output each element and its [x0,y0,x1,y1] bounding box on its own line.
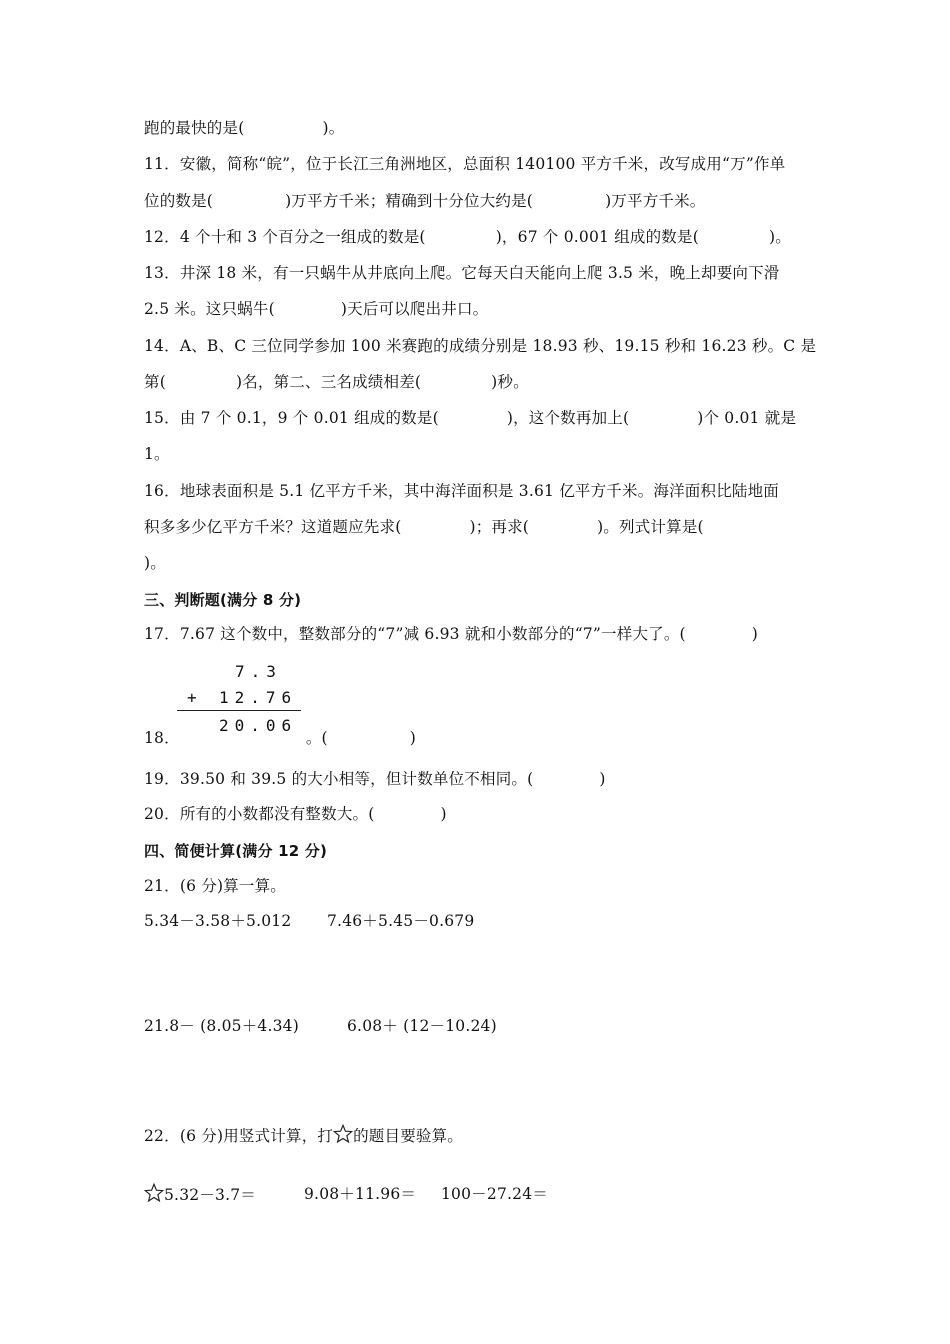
q14-line2 [144,371,529,393]
q15-line1 [144,407,796,429]
q22-line [144,1124,463,1147]
q14-line1 [144,335,816,357]
q16-line1 [144,480,779,502]
text: )名，第二、三名成绩相差( [235,373,422,391]
q22-expr-3 [441,1183,548,1205]
sum-result: 20.06 [219,716,298,735]
q11-line1 [144,153,785,175]
text: 跑的最快的是( [144,119,245,137]
question-text: 14．A、B、C 三位同学参加 100 米赛跑的成绩分别是 18.93 秒、19.15 秒和 16.23 秒。C 是 [144,337,817,355]
text: ) [751,625,759,643]
text: )。 [322,119,345,137]
text: ) [409,729,417,747]
text: 位的数是( [144,192,214,210]
expression: 21.8－ (8.05＋4.34) [144,1017,299,1035]
question-text: 16．地球表面积是 5.1 亿平方千米，其中海洋面积是 3.61 亿平方千米。海洋面积比陆地面 [144,482,779,500]
text: ) [599,770,606,788]
text: 1。 [144,445,170,463]
star-outline-icon [144,1183,164,1203]
q16-line2 [144,516,704,538]
expression: 6.08＋ (12－10.24) [347,1017,497,1035]
text: 第( [144,373,166,391]
text: 19．39.50 和 39.5 的大小相等，但计数单位不相同。( [144,770,534,788]
text: 积多多少亿平方千米？这道题应先求( [144,518,402,536]
question-text: 11．安徽，简称“皖”，位于长江三角洲地区，总面积 140100 平方千米，改写成用“万”作单 [144,155,786,173]
text: 的题目要验算。 [353,1127,464,1145]
heading-text: 三、判断题(满分 8 分) [144,591,302,609]
text: 12．4 个十和 3 个百分之一组成的数是( [144,228,426,246]
q13-line1 [144,262,780,284]
q16-line3 [144,552,166,574]
q11-line2 [144,190,706,212]
text: )万平方千米。 [605,192,706,210]
q17-line [144,623,758,645]
text: 22．(6 分)用竖式计算，打 [144,1127,334,1145]
text: )。 [144,554,166,572]
expression: 7.46＋5.45－0.679 [327,912,475,930]
q21-expr-row2b [347,1015,497,1037]
text: 17．7.67 这个数中，整数部分的“7”减 6.93 就和小数部分的“7”一样大了。( [144,625,686,643]
q21-expr-row2 [144,1015,299,1037]
q21-line [144,875,286,897]
text: )个 0.01 就是 [697,409,797,427]
q15-line2 [144,443,170,465]
q22-expr-2 [304,1183,416,1205]
text: )天后可以爬出井口。 [340,300,489,318]
text: )。 [768,228,791,246]
q13-line2 [144,298,488,320]
section-4-heading [144,840,327,862]
q19-line [144,768,606,790]
text: 18． [144,729,180,747]
text: )。列式计算是( [597,518,704,536]
text: 20．所有的小数都没有整数大。( [144,805,375,823]
text: )；再求( [469,518,530,536]
plus-sign: + [187,688,203,707]
q18-line [144,727,416,749]
text: 。( [305,729,328,747]
q22-expr-row [144,1183,256,1206]
expression: 5.34－3.58＋5.012 [144,912,292,930]
expression: 5.32－3.7＝ [164,1186,256,1204]
question-text: 21．(6 分)算一算。 [144,877,287,895]
text: 15．由 7 个 0.1，9 个 0.01 组成的数是( [144,409,439,427]
question-text: 13．井深 18 米，有一只蜗牛从井底向上爬。它每天白天能向上爬 3.5 米，晚上却要向下滑 [144,264,780,282]
section-3-heading [144,589,301,611]
sum-rule [177,710,301,711]
expression: 9.08＋11.96＝ [304,1185,417,1203]
text: )，这个数再加上( [506,409,630,427]
q21-expr-row1b [327,910,474,932]
text: 2.5 米。这只蜗牛( [144,300,275,318]
q12-line [144,226,791,248]
q21-expr-row1 [144,910,291,932]
text: )万平方千米；精确到十分位大约是( [285,192,534,210]
text: )秒。 [491,373,529,391]
addend-second: 12.76 [219,688,298,707]
q10-tail-line [144,117,344,139]
addend-top: 7.3 [235,662,282,681]
expression: 100－27.24＝ [441,1185,548,1203]
heading-text: 四、简便计算(满分 12 分) [144,842,328,860]
q20-line [144,803,447,825]
text: ) [440,805,447,823]
text: )，67 个 0.001 组成的数是( [495,228,699,246]
star-outline-icon [333,1124,353,1144]
